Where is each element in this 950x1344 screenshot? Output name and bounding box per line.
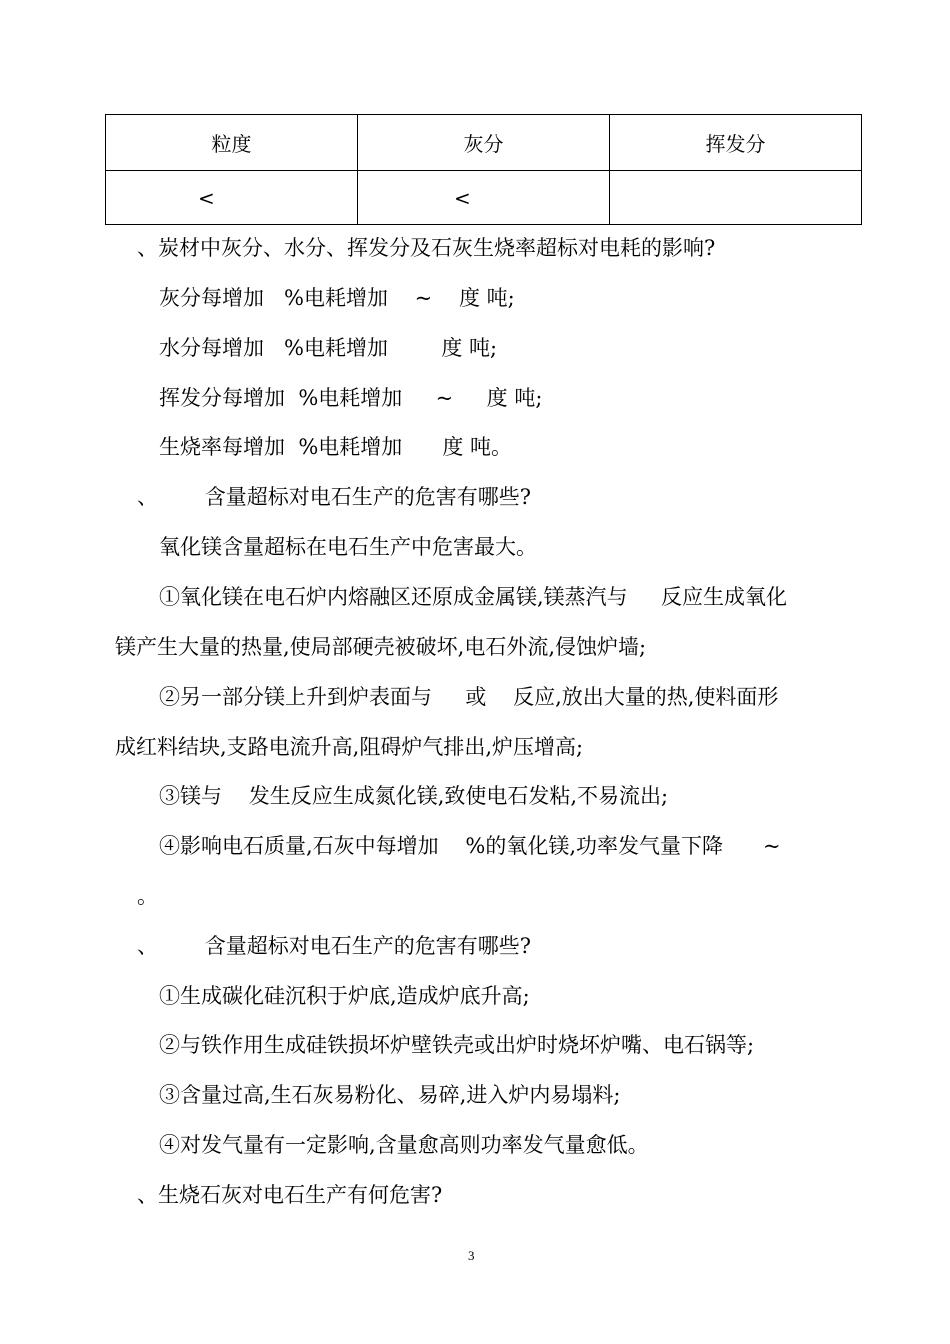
- text-line: 氧化镁含量超标在电石生产中危害最大。: [159, 535, 537, 559]
- question-heading-4: 、生烧石灰对电石生产有何危害?: [137, 1183, 443, 1207]
- question-heading-3: 、 含量超标对电石生产的危害有哪些?: [137, 934, 531, 958]
- header-granularity: 粒度: [106, 115, 358, 171]
- header-ash: 灰分: [358, 115, 610, 171]
- text-line: ①生成碳化硅沉积于炉底,造成炉底升高;: [159, 984, 530, 1008]
- text-line: 成红料结块,支路电流升高,阻碍炉气排出,炉压增高;: [115, 735, 584, 759]
- text-line: 镁产生大量的热量,使局部硬壳被破坏,电石外流,侵蚀炉墙;: [115, 635, 647, 659]
- text-line: 生烧率每增加 %电耗增加 度 吨。: [159, 435, 513, 459]
- text-line: 灰分每增加 %电耗增加 ~ 度 吨;: [159, 286, 515, 310]
- question-heading-1: 、炭材中灰分、水分、挥发分及石灰生烧率超标对电耗的影响?: [137, 236, 716, 260]
- value-volatile: [610, 171, 862, 225]
- text-line: ④影响电石质量,石灰中每增加 %的氧化镁,功率发气量下降 ~: [159, 834, 781, 858]
- value-ash: <: [358, 171, 610, 225]
- table-header-row: [106, 115, 862, 171]
- page-number: 3: [468, 1248, 475, 1263]
- header-volatile: 挥发分: [610, 115, 862, 171]
- table-value-row: [106, 171, 862, 225]
- text-line: ②与铁作用生成硅铁损坏炉壁铁壳或出炉时烧坏炉嘴、电石锅等;: [159, 1033, 755, 1057]
- text-line: 。: [137, 884, 158, 908]
- text-line: 挥发分每增加 %电耗增加 ~ 度 吨;: [159, 386, 543, 410]
- spec-table: [105, 114, 862, 225]
- value-granularity: <: [106, 171, 358, 225]
- question-heading-2: 、 含量超标对电石生产的危害有哪些?: [137, 485, 531, 509]
- text-line: 水分每增加 %电耗增加 度 吨;: [159, 336, 498, 360]
- text-line: ③含量过高,生石灰易粉化、易碎,进入炉内易塌料;: [159, 1083, 621, 1107]
- text-line: ④对发气量有一定影响,含量愈高则功率发气量愈低。: [159, 1133, 649, 1157]
- text-line: ③镁与 发生反应生成氮化镁,致使电石发粘,不易流出;: [159, 784, 669, 808]
- text-line: ②另一部分镁上升到炉表面与 或 反应,放出大量的热,使料面形: [159, 685, 779, 709]
- text-line: ①氧化镁在电石炉内熔融区还原成金属镁,镁蒸汽与 反应生成氧化: [159, 585, 788, 609]
